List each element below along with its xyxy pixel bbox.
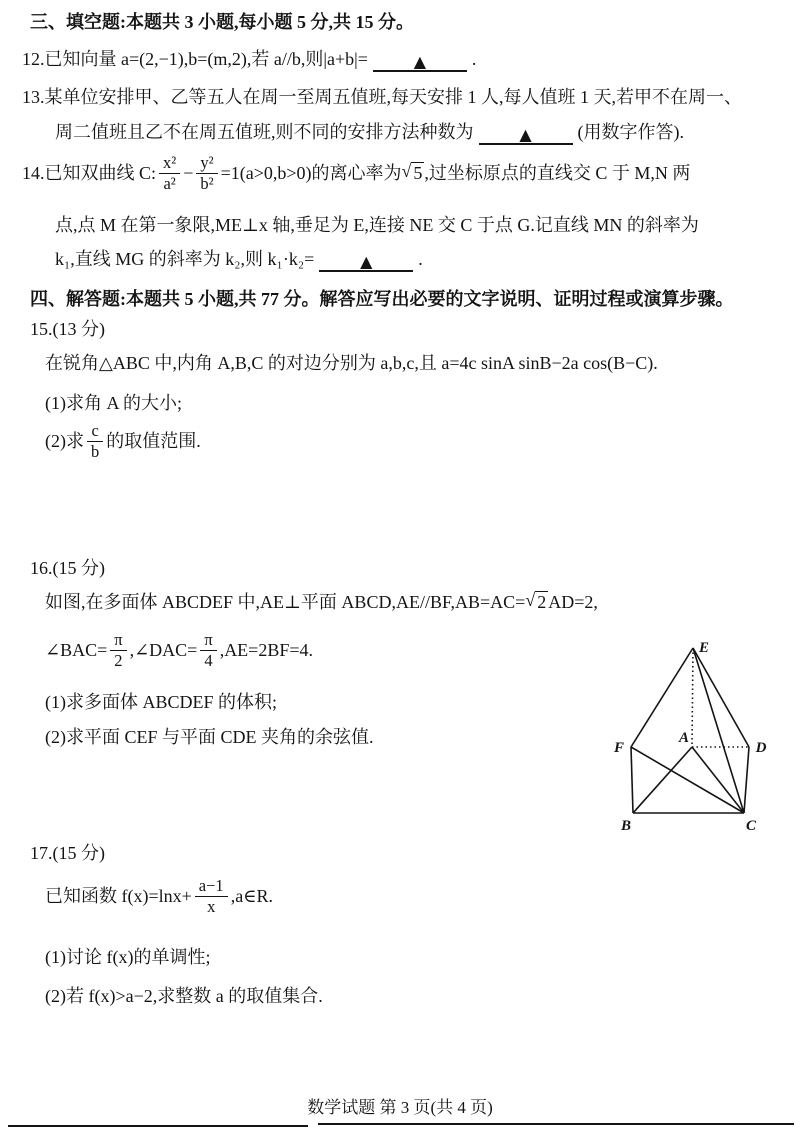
fraction bbox=[196, 153, 217, 194]
triangle-marker: ▲ bbox=[413, 52, 427, 71]
fraction-denominator: 4 bbox=[204, 650, 213, 670]
question-16-intro2 bbox=[45, 630, 313, 671]
text-run: ,a∈R. bbox=[230, 886, 274, 907]
text-run: 在锐角△ABC 中,内角 A,B,C 的对边分别为 a,b,c,且 a=4c sinA sinB−2a cos(B−C). bbox=[45, 353, 658, 373]
text-run: 15.(13 分) bbox=[30, 319, 105, 339]
vertex-label: B bbox=[620, 818, 632, 834]
vertex-label: D bbox=[755, 740, 767, 756]
fraction-numerator: π bbox=[110, 630, 126, 651]
edge-dotted bbox=[692, 648, 693, 747]
text-run: 已知函数 f(x)=lnx+ bbox=[45, 886, 192, 907]
text-run: (1)求角 A 的大小; bbox=[45, 393, 182, 413]
text-run: − bbox=[183, 163, 194, 184]
edge-solid bbox=[744, 747, 749, 813]
question-16-number bbox=[30, 557, 105, 580]
question-12 bbox=[22, 46, 476, 72]
edge-solid bbox=[693, 648, 749, 747]
answer-blank bbox=[373, 46, 467, 72]
fraction bbox=[195, 876, 228, 917]
question-17-intro bbox=[45, 876, 273, 917]
bottom-rule-left bbox=[8, 1125, 308, 1127]
text-run: 点,点 M 在第一象限,ME⊥x 轴,垂足为 E,连接 NE 交 C 于点 G.记直线 MN 的斜率为 bbox=[55, 215, 699, 235]
text-run: (1)求多面体 ABCDEF 的体积; bbox=[45, 692, 278, 712]
fraction-denominator: b² bbox=[200, 173, 214, 193]
question-13-line2 bbox=[55, 119, 684, 145]
text-run: ∠BAC= bbox=[45, 640, 108, 661]
fraction-numerator: a−1 bbox=[195, 876, 228, 897]
text-run: 13.某单位安排甲、乙等五人在周一至周五值班,每天安排 1 人,每人值班 1 天,若甲不在周一、 bbox=[22, 87, 742, 107]
fraction-denominator: 2 bbox=[114, 650, 123, 670]
text-run: . bbox=[471, 48, 477, 69]
question-14-line3 bbox=[55, 246, 423, 272]
text-run: k₁,直线 MG 的斜率为 k₂,则 k₁·k₂= bbox=[55, 248, 315, 269]
bottom-rule-right bbox=[318, 1123, 794, 1125]
text-run: AD=2, bbox=[548, 592, 598, 613]
question-16-part1 bbox=[45, 691, 277, 714]
polyhedron-figure-svg bbox=[605, 635, 785, 835]
answer-blank bbox=[319, 246, 413, 272]
question-14-line2 bbox=[55, 214, 699, 237]
text-run: 12.已知向量 a=(2,−1),b=(m,2),若 a//b,则|a+b|= bbox=[22, 48, 368, 69]
text-run: (2)若 f(x)>a−2,求整数 a 的取值集合. bbox=[45, 986, 323, 1006]
question-15-intro bbox=[45, 352, 658, 375]
text-run: (1)讨论 f(x)的单调性; bbox=[45, 947, 211, 967]
fraction-denominator: b bbox=[91, 441, 100, 461]
text-run: 周二值班且乙不在周五值班,则不同的安排方法种数为 bbox=[55, 121, 474, 142]
fraction-numerator: y² bbox=[196, 153, 217, 174]
radicand: 5 bbox=[413, 163, 423, 183]
edge-solid bbox=[631, 747, 633, 813]
text-run: 如图,在多面体 ABCDEF 中,AE⊥平面 ABCD,AE//BF,AB=AC= bbox=[45, 592, 526, 613]
text-run: 16.(15 分) bbox=[30, 558, 105, 578]
fraction-numerator: c bbox=[87, 421, 102, 442]
triangle-marker: ▲ bbox=[360, 252, 373, 271]
text-run: (用数字作答). bbox=[577, 121, 684, 142]
text-run: 14.已知双曲线 C: bbox=[22, 163, 157, 184]
text-run: ,AE=2BF=4. bbox=[219, 640, 314, 661]
fraction bbox=[200, 630, 216, 671]
fraction bbox=[159, 153, 180, 194]
question-16-part2 bbox=[45, 726, 374, 749]
fraction-numerator: x² bbox=[159, 153, 180, 174]
fraction-denominator: a² bbox=[163, 173, 176, 193]
triangle-marker: ▲ bbox=[519, 125, 532, 144]
square-root bbox=[402, 162, 425, 185]
text-run: 的取值范围. bbox=[106, 431, 201, 452]
radicand: 2 bbox=[537, 592, 547, 612]
answer-blank bbox=[479, 119, 573, 145]
square-root bbox=[525, 591, 548, 614]
question-13-line1 bbox=[22, 86, 742, 109]
fraction bbox=[110, 630, 126, 671]
text-run: ,∠DAC= bbox=[129, 640, 198, 661]
edge-solid bbox=[692, 747, 744, 813]
text-run: =1(a>0,b>0)的离心率为 bbox=[220, 163, 402, 184]
vertex-label: C bbox=[745, 818, 757, 834]
section4-header bbox=[30, 288, 734, 311]
text-run: 三、填空题:本题共 3 小题,每小题 5 分,共 15 分。 bbox=[30, 12, 414, 32]
edge-solid bbox=[633, 747, 692, 813]
text-run: (2)求 bbox=[45, 431, 84, 452]
fraction-denominator: x bbox=[207, 896, 216, 916]
page-footer: 数学试题 第 3 页(共 4 页) bbox=[307, 1098, 493, 1117]
text-run: 四、解答题:本题共 5 小题,共 77 分。解答应写出必要的文字说明、证明过程或演算步骤。 bbox=[30, 289, 734, 309]
question-16-intro1 bbox=[45, 591, 598, 614]
question-17-part2 bbox=[45, 985, 323, 1008]
fraction bbox=[87, 421, 103, 462]
question-14-line1 bbox=[22, 153, 690, 194]
radical-icon: √ bbox=[525, 590, 536, 610]
radical-icon: √ bbox=[401, 161, 412, 181]
question-17-number bbox=[30, 842, 105, 865]
question-15-part2 bbox=[45, 421, 201, 462]
question-17-part1 bbox=[45, 946, 210, 969]
vertex-label: E bbox=[698, 640, 710, 656]
fraction-numerator: π bbox=[200, 630, 216, 651]
text-run: . bbox=[418, 248, 423, 269]
question-15-part1 bbox=[45, 392, 182, 415]
vertex-label: F bbox=[613, 740, 625, 756]
text-run: ,过坐标原点的直线交 C 于 M,N 两 bbox=[424, 163, 691, 184]
section3-header bbox=[30, 11, 414, 34]
question-15-number bbox=[30, 318, 105, 341]
text-run: (2)求平面 CEF 与平面 CDE 夹角的余弦值. bbox=[45, 727, 374, 747]
vertex-label: A bbox=[678, 730, 690, 746]
text-run: 17.(15 分) bbox=[30, 843, 105, 863]
